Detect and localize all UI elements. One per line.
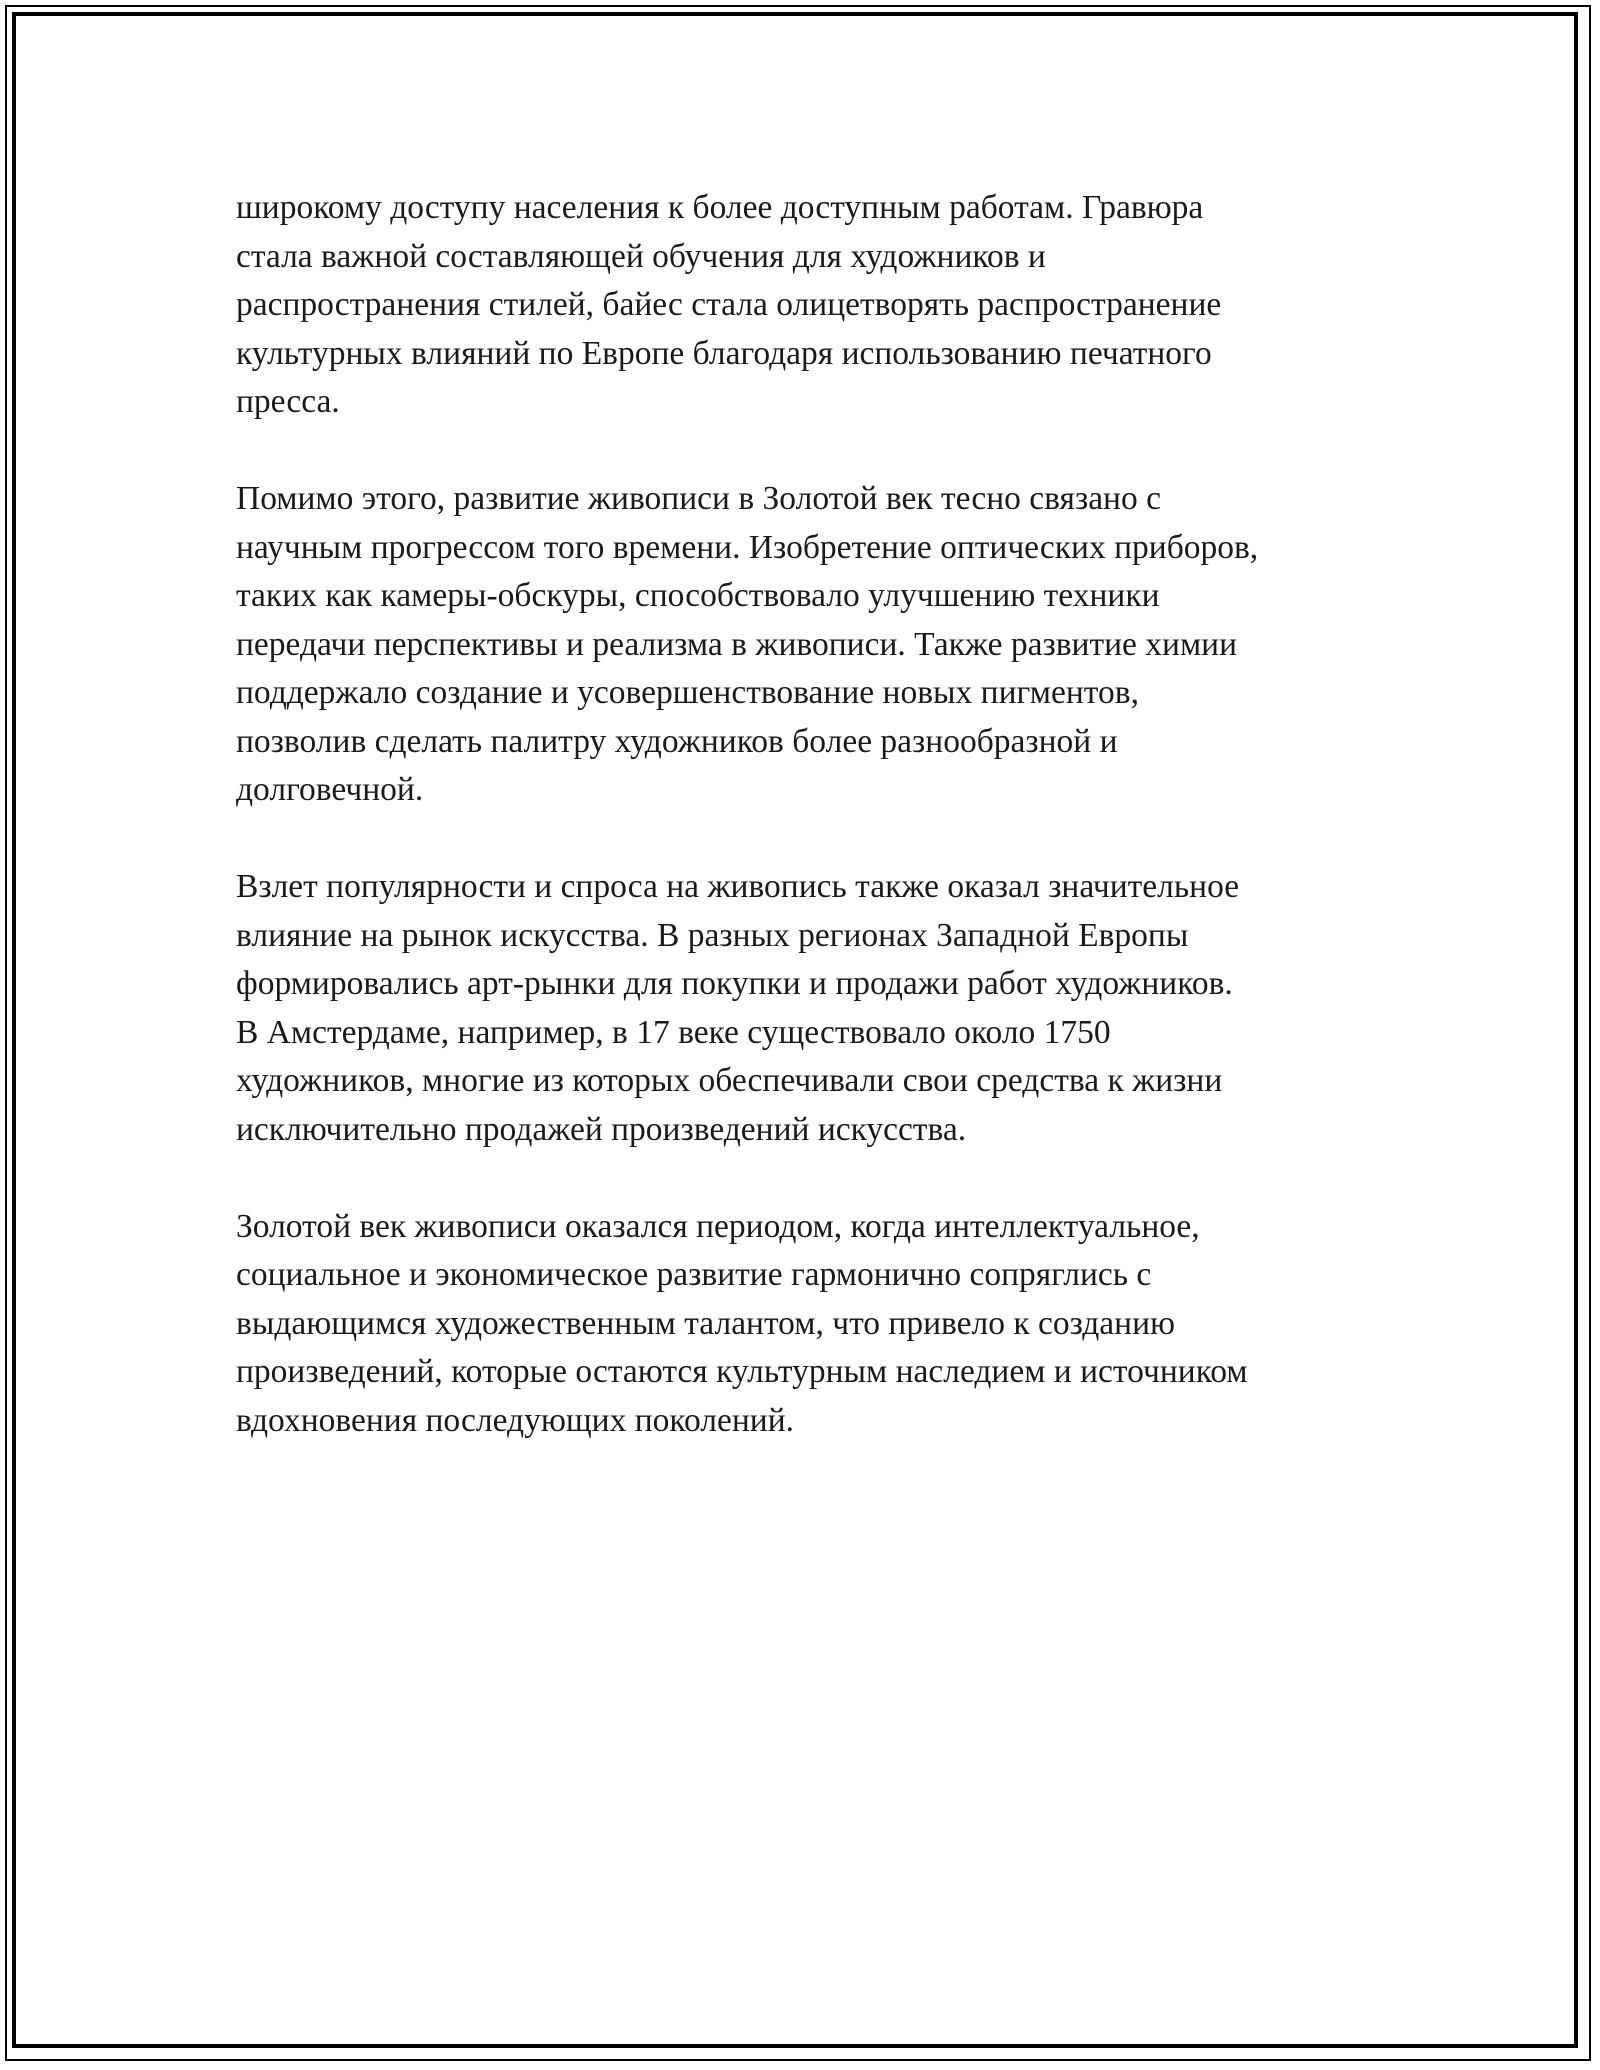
document-body [236, 184, 1366, 1445]
paragraph-art-market: Взлет популярности и спроса на живопись также оказал значительное влияние на рынок искусства. В разных регионах Западной Европы формировались арт-рынки для покупки и продажи работ художников. В Амстердаме, например, в 17 веке существовало около 1750 художников, многие из которых обеспечивали свои средства к жизни исключительно продажей произведений искусства. [236, 868, 1240, 1148]
paragraph-science: Помимо этого, развитие живописи в Золотой век тесно связано с научным прогрессом того времени. Изобретение оптических приборов, таких как камеры-обскуры, способствовало улучшению техники передачи перспективы и реализма в живописи. Также развитие химии поддержало создание и усовершенствование новых пигментов, позволив сделать палитру художников более разнообразной и долговечной. [236, 480, 1259, 808]
paragraph-engraving: широкому доступу населения к более доступным работам. Гравюра стала важной составляющей обучения для художников и распространения стилей, байес стала олицетворять распространение культурных влияний по Европе благодаря использованию печатного пресса. [236, 189, 1222, 420]
paragraph-conclusion: Золотой век живописи оказался периодом, когда интеллектуальное, социальное и экономическое развитие гармонично сопряглись с выдающимся художественным талантом, что привело к созданию произведений, которые остаются культурным наследием и источником вдохновения последующих поколений. [236, 1207, 1248, 1439]
